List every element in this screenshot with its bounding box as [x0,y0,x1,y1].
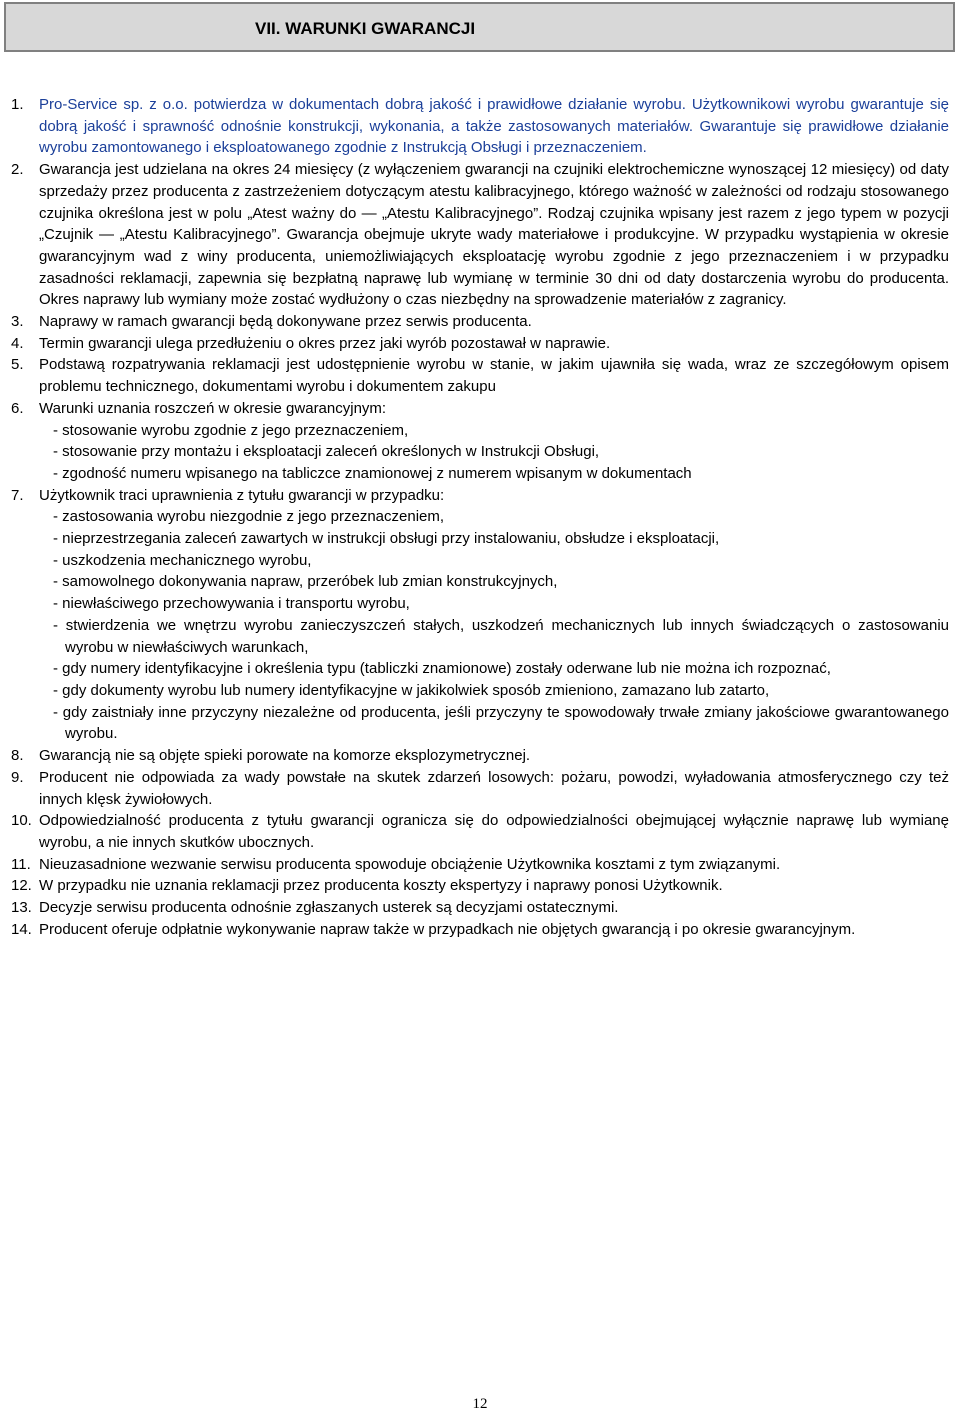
term-text: W przypadku nie uznania reklamacji przez producenta koszty ekspertyzy i naprawy ponosi Użytkownik. [39,877,723,895]
term-text: Producent oferuje odpłatnie wykonywanie napraw także w przypadkach nie objętych gwarancją i po okresie gwarancyjnym. [39,920,856,938]
term-11 [11,854,949,876]
term-10 [11,810,949,853]
term-8 [11,745,949,767]
term-number: 12. [11,877,32,895]
term-9 [11,767,949,810]
term-text: Nieuzasadnione wezwanie serwisu producenta spowoduje obciążenie Użytkownika kosztami z tym związanymi. [39,855,781,873]
term-12 [11,875,949,897]
sub-item: - uszkodzenia mechanicznego wyrobu, [53,551,312,569]
term-text: Podstawą rozpatrywania reklamacji jest udostępnienie wyrobu w stanie, w jakim ujawniła się wada, wraz ze szczegółowym opisem problemu technicznego, dokumentami wyrobu i dokumentem zakupu [39,356,949,396]
term-number: 11. [11,855,31,873]
term-text: Gwarancją nie są objęte spieki porowate na komorze eksplozymetrycznej. [39,747,531,765]
page-number: 12 [472,1396,488,1412]
term-1 [11,94,949,159]
term-number: 6. [11,399,24,417]
term-number: 8. [11,747,24,765]
term-number: 1. [11,96,24,113]
term-number: 13. [11,899,32,917]
term-7 [11,485,949,745]
term-4 [11,333,949,355]
term-text: Producent nie odpowiada za wady powstałe na skutek zdarzeń losowych: pożaru, powodzi, wyładowania atmosferycznego czy też innych klęsk żywiołowych. [39,768,949,808]
term-number: 9. [11,768,24,786]
sub-item: - nieprzestrzegania zaleceń zawartych w instrukcji obsługi przy instalowaniu, obsłudze i eksploatacji, [53,530,720,548]
sub-item: - zgodność numeru wpisanego na tabliczce znamionowej z numerem wpisanym w dokumentach [53,464,692,482]
sub-item: - gdy numery identyfikacyjne i określenia typu (tabliczki znamionowe) zostały oderwane lub nie można ich rozpoznać, [53,660,831,678]
section-header [4,2,955,52]
term-number: 2. [11,161,24,179]
term-3 [11,311,949,333]
term-text: Użytkownik traci uprawnienia z tytułu gwarancji w przypadku: [39,486,445,504]
sub-item: - gdy zaistniały inne przyczyny niezależne od producenta, jeśli przyczyny te spowodowały trwałe zmiany jakościowe gwarantowanego wyrobu. [53,703,949,743]
term-text: Pro-Service sp. z o.o. potwierdza w dokumentach dobrą jakość i prawidłowe działanie wyrobu. Użytkownikowi wyrobu gwarantuje się dobrą jakość i sprawność odnośnie konstrukcji, wykonania, a także zastosowanych materiałów. Gwarantuje się prawidłowe działanie wyrobu zamontowanego i eksploatowanego zgodnie z Instrukcją Obsługi i przeznaczeniem. [39,96,949,157]
term-text: Decyzje serwisu producenta odnośnie zgłaszanych usterek są decyzjami ostatecznymi. [39,899,619,917]
term-text: Odpowiedzialność producenta z tytułu gwarancji ogranicza się do odpowiedzialności obejmującej wyłącznie naprawę lub wymianę wyrobu, a nie innych skutków ubocznych. [39,812,949,851]
sub-item: - stwierdzenia we wnętrzu wyrobu zanieczyszczeń stałych, uszkodzeń mechanicznych lub innych świadczących o zastosowaniu wyrobu w niewłaściwych warunkach, [53,616,949,656]
sub-item: - niewłaściwego przechowywania i transportu wyrobu, [53,595,410,613]
term-5 [11,354,949,397]
sub-item: - stosowanie przy montażu i eksploatacji zaleceń określonych w Instrukcji Obsługi, [53,443,600,461]
term-text: Termin gwarancji ulega przedłużeniu o okres przez jaki wyrób pozostawał w naprawie. [39,334,611,352]
term-text: Naprawy w ramach gwarancji będą dokonywane przez serwis producenta. [39,313,532,331]
term-text: Gwarancja jest udzielana na okres 24 miesięcy (z wyłączeniem gwarancji na czujniki elektrochemiczne wynoszącej 12 miesięcy) od daty sprzedaży przez producenta z zastrzeżeniem dotyczącym atestu kalibracyjnego, którego ważność w zależności od rodzaju stosowanego czujnika określona jest w polu „Atest ważny do — „Atestu Kalibracyjnego”. Rodzaj czujnika wpisany jest razem z jego typem w pozycji „Czujnik — „Atestu Kalibracyjnego”. Gwarancja obejmuje ukryte wady materiałowe i produkcyjne. W przypadku wystąpienia w okresie gwarancyjnym wad z winy producenta, uniemożliwiających eksploatację wyrobu zgodnie z jego przeznaczeniem i w przypadku zasadności reklamacji, zapewnia się bezpłatną naprawę lub wymianę w terminie 30 dni od daty dostarczenia wyrobu do producenta. Okres naprawy lub wymiany może zostać wydłużony o czas niezbędny na sprowadzenie materiałów z zagranicy. [39,161,949,309]
term-13 [11,897,949,919]
sub-item: - stosowanie wyrobu zgodnie z jego przeznaczeniem, [53,421,409,439]
term-number: 5. [11,356,24,374]
term-number: 10. [11,812,32,830]
section-title: VII. WARUNKI GWARANCJI [255,19,476,38]
term-number: 7. [11,486,24,504]
term-number: 3. [11,313,24,331]
sub-item: - gdy dokumenty wyrobu lub numery identyfikacyjne w jakikolwiek sposób zmieniono, zamazano lub zatarto, [53,681,770,699]
term-6 [11,398,949,485]
sub-item: - zastosowania wyrobu niezgodnie z jego przeznaczeniem, [53,508,445,526]
term-number: 4. [11,334,24,352]
term-number: 14. [11,920,32,938]
term-14 [11,919,949,941]
sub-item: - samowolnego dokonywania napraw, przeróbek lub zmian konstrukcyjnych, [53,573,558,591]
term-text: Warunki uznania roszczeń w okresie gwarancyjnym: [39,399,387,417]
term-2 [11,159,949,311]
warranty-terms-list [11,94,949,940]
